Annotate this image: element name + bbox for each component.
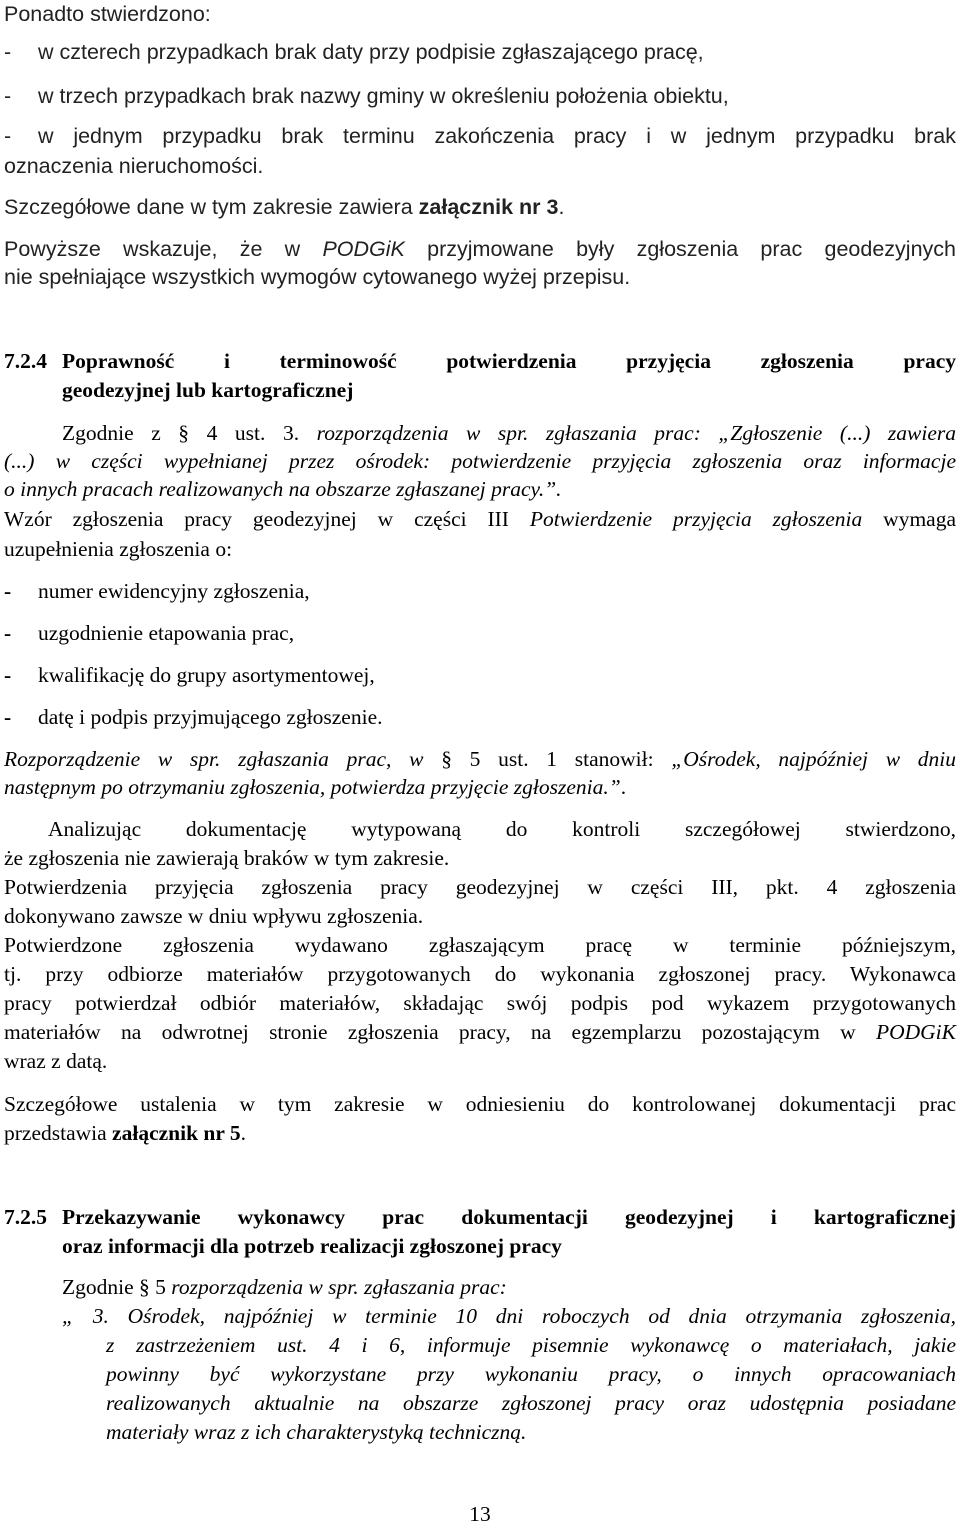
paragraph-line: dokonywano zawsze w dniu wpływu zgłoszenia. (4, 904, 424, 928)
paragraph-line (62, 419, 956, 448)
paragraph-line: wraz z datą. (4, 1049, 108, 1073)
section-heading-cont (4, 1232, 956, 1261)
section-heading (4, 1203, 956, 1232)
text: Wzór zgłoszenia pracy geodezyjnej w części III (4, 507, 530, 531)
quote-line: (...) w części wypełnianej przez ośrodek: potwierdzenie przyjęcia zgłoszenia oraz informacje (4, 449, 956, 473)
italic-term: Rozporządzenie w spr. zgłaszania prac, w (4, 747, 424, 771)
paragraph-line (4, 1119, 956, 1148)
list-item-text: w jednym przypadku brak terminu zakończenia pracy i w jednym przypadku brak (38, 124, 956, 148)
italic-quote: „Ośrodek, najpóźniej w dniu (671, 747, 956, 771)
italic-term: PODGiK (322, 237, 405, 261)
paragraph-line: nie spełniające wszystkich wymogów cytowanego wyżej przepisu. (4, 265, 631, 289)
paragraph-line (4, 505, 956, 534)
quote-line: z zastrzeżeniem ust. 4 i 6, informuje pisemnie wykonawcę o materiałach, jakie (106, 1333, 956, 1357)
annex-reference: załącznik nr 5 (112, 1121, 241, 1145)
text: Zgodnie § 5 (62, 1275, 172, 1299)
italic-quote: następnym po otrzymaniu zgłoszenia, potwierdza przyjęcie zgłoszenia.” (4, 775, 621, 799)
paragraph-line: że zgłoszenia nie zawierają braków w tym zakresie. (4, 846, 450, 870)
annex-reference: załącznik nr 3 (418, 195, 559, 219)
list-item-text: w trzech przypadkach brak nazwy gminy w określeniu położenia obiektu, (38, 84, 729, 108)
list-item (4, 661, 956, 690)
text: wymaga (862, 507, 957, 531)
details-paragraph (4, 193, 956, 222)
paragraph-line (4, 773, 956, 802)
section-title-line: oraz informacji dla potrzeb realizacji zgłoszonej pracy (62, 1234, 562, 1258)
text: . (558, 195, 565, 219)
section-number: 7.2.4 (4, 349, 47, 373)
paragraph-line: pracy potwierdzał odbiór materiałów, składając swój podpis pod wykazem przygotowanych (4, 991, 956, 1015)
italic-term: PODGiK (875, 1020, 956, 1044)
paragraph-line (4, 1018, 956, 1047)
dash-marker: - (4, 663, 12, 687)
dash-marker: - (4, 621, 12, 645)
section-title-line: Poprawność i terminowość potwierdzenia przyjęcia zgłoszenia pracy (62, 349, 956, 373)
quote-block (62, 1302, 956, 1447)
italic-term: Potwierdzenie przyjęcia zgłoszenia (529, 507, 863, 531)
dash-marker: - (4, 40, 12, 64)
dash-marker: - (4, 705, 12, 729)
list-item-text: w czterech przypadkach brak daty przy podpisie zgłaszającego pracę, (38, 40, 704, 64)
text: . (620, 775, 627, 799)
paragraph-line: Analizując dokumentację wytypowaną do kontroli szczegółowej stwierdzono, (48, 817, 956, 841)
paragraph-line: tj. przy odbiorze materiałów przygotowanych do wykonania zgłoszonej pracy. Wykonawca (4, 962, 956, 986)
dash-marker: - (4, 124, 12, 148)
quote-line: realizowanych aktualnie na obszarze zgłoszonej pracy oraz udostępnia posiadane (106, 1391, 956, 1415)
intro-line: Ponadto stwierdzono: (4, 2, 211, 26)
text: materiałów na odwrotnej stronie zgłoszenia pracy, na egzemplarzu pozostającym w (4, 1020, 876, 1044)
italic-term: rozporządzenia w spr. zgłaszania prac: (171, 1275, 507, 1299)
list-item-text: datę i podpis przyjmującego zgłoszenie. (38, 705, 383, 729)
paragraph-line: uzupełnienia zgłoszenia o: (4, 537, 233, 561)
list-item-text: kwalifikację do grupy asortymentowej, (38, 663, 375, 687)
quote-line: materiały wraz z ich charakterystyką techniczną. (106, 1420, 527, 1444)
text: . (240, 1121, 247, 1145)
paragraph-line (4, 745, 956, 774)
list-item (4, 703, 956, 732)
paragraph-line: Potwierdzenia przyjęcia zgłoszenia pracy geodezyjnej w części III, pkt. 4 zgłoszenia (4, 875, 956, 899)
text: Zgodnie z § 4 ust. 3. (62, 421, 317, 445)
text: przyjmowane były zgłoszenia prac geodezyjnych (404, 237, 956, 261)
text: § 5 ust. 1 stanowił: (423, 747, 672, 771)
list-item (4, 122, 956, 151)
dash-marker: - (4, 84, 12, 108)
list-item (4, 38, 956, 67)
section-heading-cont (4, 376, 956, 405)
paragraph-line (62, 1273, 956, 1302)
paragraph-line (4, 235, 956, 264)
paragraph-line: Potwierdzone zgłoszenia wydawano zgłaszającym pracę w terminie późniejszym, (4, 933, 956, 957)
dash-marker: - (4, 579, 12, 603)
section-heading (4, 347, 956, 376)
italic-quote: o innych pracach realizowanych na obszarze zgłaszanej pracy.”. (4, 477, 562, 501)
text: Powyższe wskazuje, że w (4, 237, 323, 261)
section-number: 7.2.5 (4, 1205, 47, 1229)
text: Szczegółowe dane w tym zakresie zawiera (4, 195, 419, 219)
page-number: 13 (469, 1502, 491, 1526)
quote-line: „ 3. Ośrodek, najpóźniej w terminie 10 dni roboczych od dnia otrzymania zgłoszenia, (62, 1304, 956, 1328)
list-item (4, 82, 956, 111)
section-title-line: Przekazywanie wykonawcy prac dokumentacji geodezyjnej i kartograficznej (62, 1205, 956, 1229)
paragraph-line: Szczegółowe ustalenia w tym zakresie w odniesieniu do kontrolowanej dokumentacji prac (4, 1092, 956, 1116)
text: przedstawia (4, 1121, 113, 1145)
list-item-continuation: oznaczenia nieruchomości. (4, 154, 264, 178)
italic-quote: rozporządzenia w spr. zgłaszania prac: „Zgłoszenie (...) zawiera (316, 421, 956, 445)
list-item-text: uzgodnienie etapowania prac, (38, 621, 295, 645)
list-item-text: numer ewidencyjny zgłoszenia, (38, 579, 310, 603)
list-item (4, 619, 956, 648)
quote-line (4, 475, 956, 504)
section-title-line: geodezyjnej lub kartograficznej (62, 378, 354, 402)
quote-line: powinny być wykorzystane przy wykonaniu pracy, o innych opracowaniach (106, 1362, 956, 1386)
list-item (4, 577, 956, 606)
